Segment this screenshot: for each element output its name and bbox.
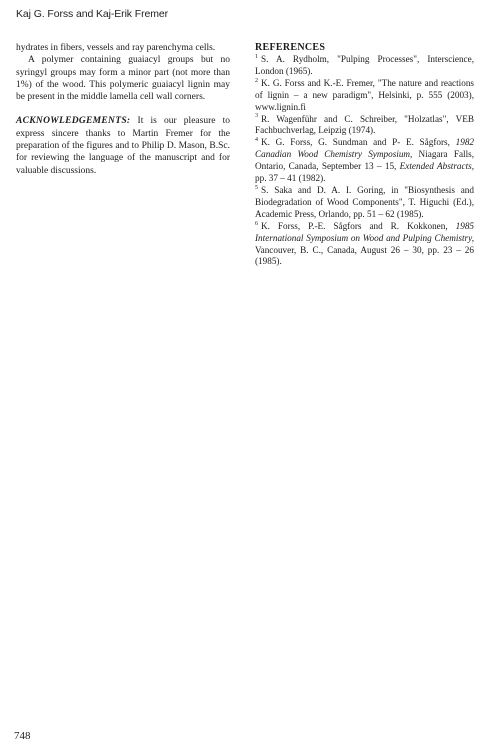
reference-item	[255, 185, 474, 221]
acknowledgements-heading: ACKNOWLEDGEMENTS:	[16, 116, 131, 127]
reference-text: K. Forss, P.-E. Sågfors and R. Kokkonen,	[261, 220, 456, 231]
reference-text: , pp. 37 – 41 (1982).	[255, 161, 474, 184]
reference-text: S. Saka and D. A. I. Goring, in "Biosynthesis and Biodegradation of Wood Components", T. Higuchi (Ed.), Academic Press, Orlando, pp. 51 – 62 (1985).	[255, 184, 474, 219]
reference-italic: 1982 Canadian Wood Chemistry Symposium,	[255, 137, 474, 160]
references-column	[255, 42, 474, 268]
body-paragraph: A polymer containing guaiacyl groups but no syringyl groups may form a minor part (not more than 1%) of the wood. This polymeric guaiacyl lignin may be present in the middle lamella cell wall corners.	[16, 55, 230, 103]
reference-italic: 1985 International Symposium on Wood and Pulping Chemistry,	[255, 220, 474, 243]
reference-italic: Extended Abstracts	[399, 161, 472, 172]
reference-item	[255, 54, 474, 78]
reference-number: 5	[255, 184, 258, 191]
reference-number: 6	[255, 220, 258, 227]
reference-item	[255, 137, 474, 185]
acknowledgements-paragraph	[16, 115, 230, 176]
reference-text: R. Wagenführ and C. Schreiber, "Holzatlas", VEB Fachbuchverlag, Leipzig (1974).	[255, 113, 474, 136]
reference-number: 4	[255, 137, 258, 144]
reference-text: Vancouver, B. C., Canada, August 26 – 30, pp. 23 – 26 (1985).	[255, 244, 474, 267]
page-number: 748	[14, 730, 31, 742]
reference-item	[255, 114, 474, 138]
left-column	[16, 42, 230, 177]
reference-text: S. A. Rydholm, "Pulping Processes", Interscience, London (1965).	[255, 54, 474, 76]
reference-number: 3	[255, 113, 258, 120]
reference-list	[255, 54, 474, 268]
reference-number: 1	[255, 53, 258, 60]
references-heading: REFERENCES	[255, 42, 326, 53]
reference-item	[255, 78, 474, 114]
reference-number: 2	[255, 77, 258, 84]
reference-text: Niagara Falls, Ontario, Canada, September 13 – 15,	[255, 149, 474, 172]
reference-text: K. G. Forss, G. Sundman and P- E. Sågfors,	[261, 137, 456, 148]
reference-item	[255, 221, 474, 269]
body-paragraph: hydrates in fibers, vessels and ray parenchyma cells.	[16, 43, 216, 53]
running-head: Kaj G. Forss and Kaj-Erik Fremer	[16, 8, 169, 20]
reference-text: K. G. Forss and K.-E. Fremer, "The nature and reactions of lignin – a new paradigm", Helsinki, p. 555 (2003), www.lignin.fi	[255, 77, 474, 112]
acknowledgements-text: It is our pleasure to express sincere thanks to Martin Fremer for the preparation of the figures and to Philip D. Mason, B.Sc. for reviewing the language of the manuscript and for valuable discussions.	[16, 116, 230, 176]
